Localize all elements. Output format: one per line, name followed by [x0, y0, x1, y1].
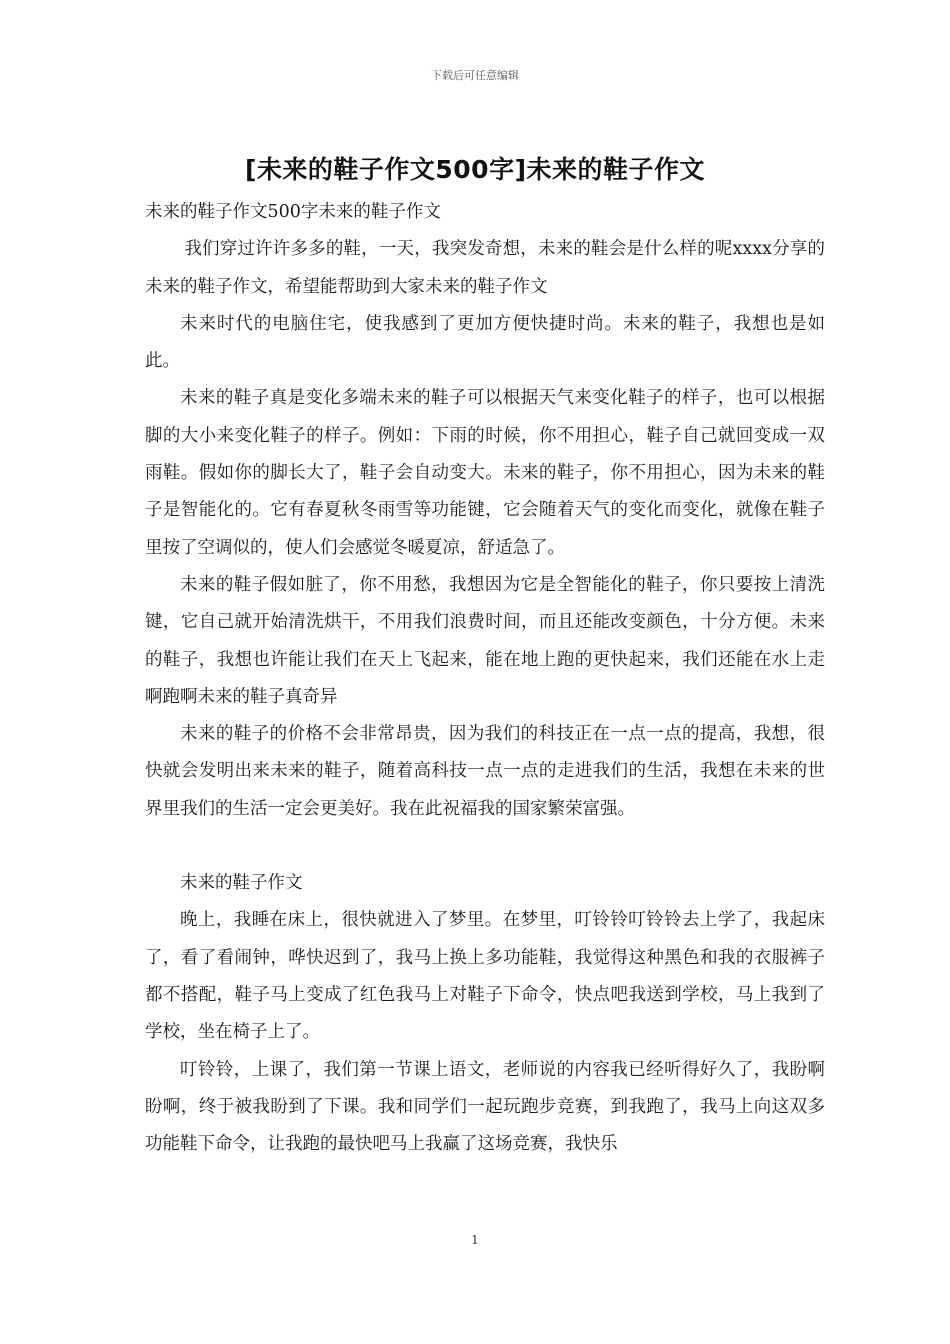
- paragraph-gap: [145, 828, 825, 865]
- paragraph-intro: 我们穿过许许多多的鞋，一天，我突发奇想，未来的鞋会是什么样的呢xxxx分享的未来的鞋子作文，希望能帮助到大家未来的鞋子作文: [145, 239, 825, 297]
- paragraph: 未来的鞋子的价格不会非常昂贵，因为我们的科技正在一点一点的提高，我想，很快就会发明出来未来的鞋子，随着高科技一点一点的走进我们的生活，我想在未来的世界里我们的生活一定会更美好。我在此祝福我的国家繁荣富强。: [145, 724, 825, 819]
- paragraph: 叮铃铃，上课了，我们第一节课上语文，老师说的内容我已经听得好久了，我盼啊盼啊，终于被我盼到了下课。我和同学们一起玩跑步竞赛，到我跑了，我马上向这双多功能鞋下命令，让我跑的最快吧马上我赢了这场竞赛，我快乐: [145, 1059, 825, 1155]
- document-title: [未来的鞋子作文500字]未来的鞋子作文: [244, 155, 706, 184]
- paragraph: 晚上，我睡在床上，很快就进入了梦里。在梦里，叮铃铃叮铃铃去上学了，我起床了，看了看闹钟，哗快迟到了，我马上换上多功能鞋，我觉得这种黑色和我的衣服裤子都不搭配，鞋子马上变成了红色我马上对鞋子下命令，快点吧我送到学校，马上我到了学校，坐在椅子上了。: [145, 910, 825, 1043]
- page-number: 1: [471, 1233, 479, 1247]
- paragraph: 未来的鞋子真是变化多端未来的鞋子可以根据天气来变化鞋子的样子，也可以根据脚的大小来变化鞋子的样子。例如：下雨的时候，你不用担心，鞋子自己就回变成一双雨鞋。假如你的脚长大了，鞋子会自动变大。未来的鞋子，你不用担心，因为未来的鞋子是智能化的。它有春夏秋冬雨雪等功能键，它会随着天气的变化而变化，就像在鞋子里按了空调似的，使人们会感觉冬暖夏凉，舒适急了。: [145, 388, 825, 558]
- paragraph: 未来时代的电脑住宅，使我感到了更加方便快捷时尚。未来的鞋子，我想也是如此。: [145, 313, 825, 372]
- header-note: 下载后可任意编辑: [431, 69, 519, 82]
- document-body: [145, 194, 825, 1163]
- paragraph: 未来的鞋子假如脏了，你不用愁，我想因为它是全智能化的鞋子，你只要按上清洗键，它自己就开始清洗烘干，不用我们浪费时间，而且还能改变颜色，十分方便。未来的鞋子，我想也许能让我们在天上飞起来，能在地上跑的更快起来，我们还能在水上走啊跑啊未来的鞋子真奇异: [145, 574, 825, 707]
- paragraph-subtitle: 未来的鞋子作文500字未来的鞋子作文: [145, 202, 441, 222]
- section-heading: 未来的鞋子作文: [180, 873, 303, 894]
